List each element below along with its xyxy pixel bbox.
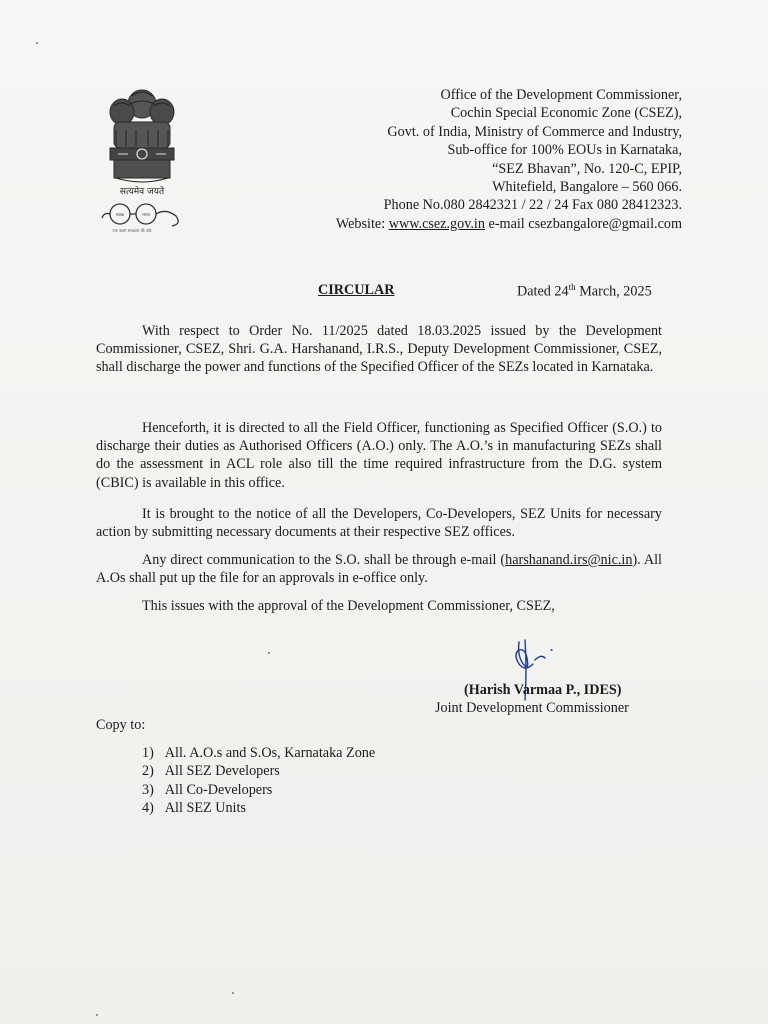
body-paragraph-2: Henceforth, it is directed to all the Field Officer, functioning as Specified Officer (S.O.) to discharge their duties as Authorised Officers (A.O.) only. The A.O.’s in manufacturing SEZs shall do the assessment in ACL role also till the time required infrastructure from the D.G. system (CBIC) is available in this office. bbox=[96, 420, 662, 491]
letterhead-line: Govt. of India, Ministry of Commerce and Industry, bbox=[387, 123, 682, 140]
copy-to-list bbox=[142, 744, 375, 818]
body-paragraph-4: Any direct communication to the S.O. shall be through e-mail (harshanand.irs@nic.in). All A.Os shall put up the file for an approvals in e-office only. bbox=[96, 552, 662, 587]
signatory-designation: Joint Development Commissioner bbox=[435, 700, 629, 716]
scan-speck bbox=[232, 992, 234, 994]
national-emblem-icon bbox=[92, 82, 192, 242]
svg-text:भारत: भारत bbox=[142, 212, 150, 217]
letterhead-line: Cochin Special Economic Zone (CSEZ), bbox=[450, 105, 682, 122]
officer-email-link[interactable]: harshanand.irs@nic.in bbox=[505, 552, 633, 568]
scan-speck bbox=[96, 1014, 98, 1016]
circular-date: Dated 24th March, 2025 bbox=[517, 282, 652, 300]
email-text: e-mail csezbangalore@gmail.com bbox=[484, 215, 682, 232]
svg-text:स्वच्छ: स्वच्छ bbox=[115, 212, 125, 217]
letterhead-line: Office of the Development Commissioner, bbox=[440, 87, 682, 103]
scan-speck bbox=[36, 42, 38, 44]
signatory-name: (Harish Varmaa P., IDES) bbox=[464, 682, 622, 698]
website-label: Website: bbox=[335, 215, 389, 232]
circular-header bbox=[0, 282, 768, 302]
list-item: 4) All SEZ Units bbox=[142, 800, 246, 817]
body-paragraph-5: This issues with the approval of the Development Commissioner, CSEZ, bbox=[142, 598, 555, 614]
body-paragraph-1: With respect to Order No. 11/2025 dated 18.03.2025 issued by the Development Commissioner, CSEZ, Shri. G.A. Harshanand, I.R.S., Deputy Development Commissioner, CSEZ, shall discharge the power and functions of the Specified Officer of the SEZs located in Karnataka. bbox=[96, 323, 662, 376]
body-paragraph-3: It is brought to the notice of all the Developers, Co-Developers, SEZ Units for necessary action by submitting necessary documents at their respective SEZ offices. bbox=[96, 506, 662, 541]
letterhead-line: Sub-office for 100% EOUs in Karnataka, bbox=[447, 142, 682, 159]
letterhead-address bbox=[262, 86, 682, 233]
scan-speck bbox=[268, 652, 270, 654]
circular-title: CIRCULAR bbox=[318, 282, 395, 298]
letterhead-line: Whitefield, Bangalore – 560 066. bbox=[492, 179, 682, 196]
website-link[interactable]: www.csez.gov.in bbox=[388, 215, 485, 232]
copy-to-label: Copy to: bbox=[96, 717, 146, 733]
emblem-motto: सत्यमेव जयते bbox=[119, 187, 165, 197]
letterhead-line: Phone No.080 2842321 / 22 / 24 Fax 080 28412323. bbox=[383, 197, 682, 214]
list-item: 2) All SEZ Developers bbox=[142, 763, 280, 780]
list-item: 1) All. A.O.s and S.Os, Karnataka Zone bbox=[142, 745, 376, 761]
letterhead-line: “SEZ Bhavan”, No. 120-C, EPIP, bbox=[492, 160, 682, 177]
svg-text:एक कदम स्वच्छता की ओर: एक कदम स्वच्छता की ओर bbox=[112, 228, 152, 233]
list-item: 3) All Co-Developers bbox=[142, 781, 273, 798]
letterhead-contact bbox=[262, 215, 682, 233]
